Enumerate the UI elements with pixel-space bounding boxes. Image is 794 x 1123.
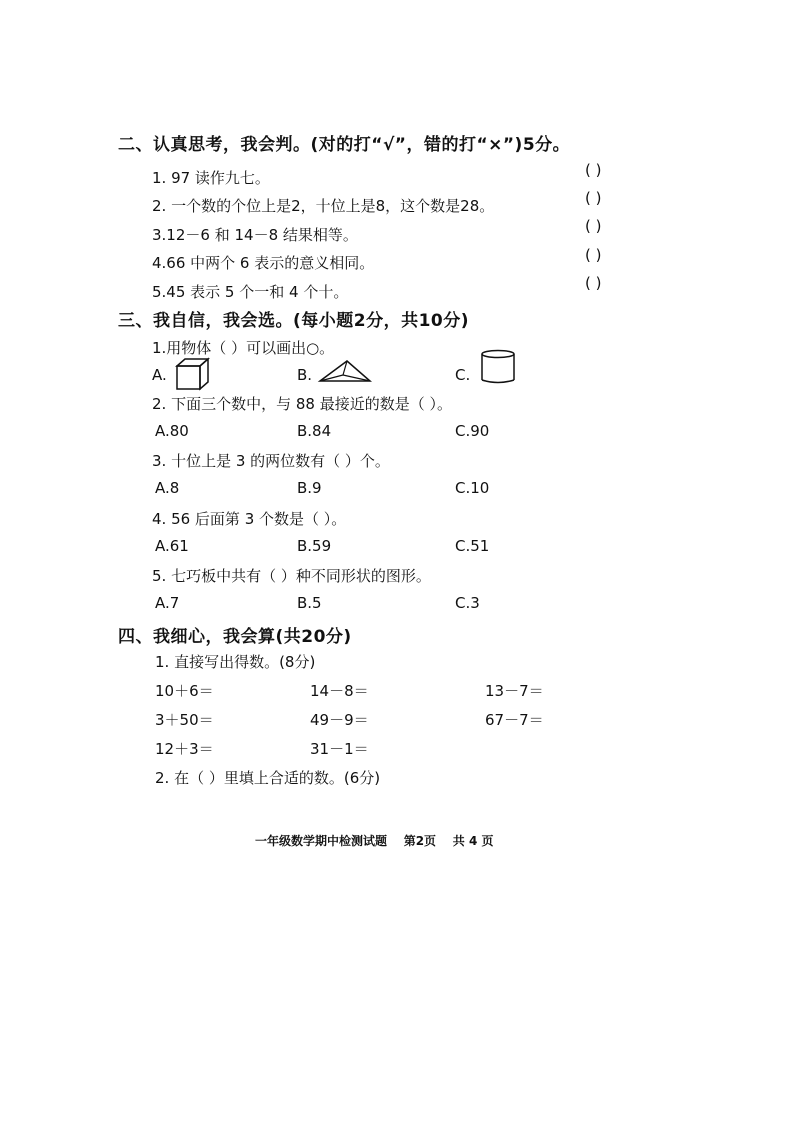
section4-sub2: 2. 在（ ）里填上合适的数。(6分) (155, 769, 381, 787)
choice-4-option-c[interactable]: C.51 (455, 537, 490, 555)
calc-item[interactable]: 10＋6＝ (155, 682, 214, 700)
choice-5-option-b[interactable]: B.5 (297, 594, 322, 612)
judge-blank-4[interactable]: ( ) (585, 246, 602, 264)
judge-blank-5[interactable]: ( ) (585, 274, 602, 292)
judge-blank-1[interactable]: ( ) (585, 161, 602, 179)
calc-item[interactable]: 3＋50＝ (155, 711, 214, 729)
choice-question-3: 3. 十位上是 3 的两位数有（ ）个。 (152, 452, 390, 470)
choice-2-option-a[interactable]: A.80 (155, 422, 189, 440)
section4-sub1: 1. 直接写出得数。(8分) (155, 653, 316, 671)
choice-1-option-b[interactable]: B. (297, 366, 313, 384)
judge-item-1: 1. 97 读作九七。 (152, 169, 270, 187)
choice-3-option-a[interactable]: A.8 (155, 479, 180, 497)
calc-item[interactable]: 14－8＝ (310, 682, 369, 700)
choice-question-1: 1.用物体（ ）可以画出○。 (152, 339, 335, 357)
choice-4-option-a[interactable]: A.61 (155, 537, 189, 555)
judge-item-5: 5.45 表示 5 个一和 4 个十。 (152, 283, 349, 301)
calc-item[interactable]: 31－1＝ (310, 740, 369, 758)
section3-heading: 三、我自信，我会选。(每小题2分，共10分) (118, 311, 470, 331)
calc-item[interactable]: 12＋3＝ (155, 740, 214, 758)
choice-5-option-c[interactable]: C.3 (455, 594, 480, 612)
section2-heading: 二、认真思考，我会判。(对的打“√”，错的打“×”)5分。 (118, 135, 571, 155)
choice-5-option-a[interactable]: A.7 (155, 594, 180, 612)
calc-item[interactable]: 49－9＝ (310, 711, 369, 729)
calc-item[interactable]: 67－7＝ (485, 711, 544, 729)
choice-1-option-c[interactable]: C. (455, 366, 471, 384)
cylinder-icon (478, 348, 518, 386)
judge-item-2: 2. 一个数的个位上是2，十位上是8，这个数是28。 (152, 197, 495, 215)
judge-item-3: 3.12－6 和 14－8 结果相等。 (152, 226, 358, 244)
judge-blank-2[interactable]: ( ) (585, 189, 602, 207)
choice-4-option-b[interactable]: B.59 (297, 537, 332, 555)
page-footer: 一年级数学期中检测试题 第2页 共 4 页 (255, 834, 494, 848)
cube-icon (175, 357, 211, 391)
choice-question-5: 5. 七巧板中共有（ ）种不同形状的图形。 (152, 567, 431, 585)
choice-1-option-a[interactable]: A. (152, 366, 167, 384)
judge-item-4: 4.66 中两个 6 表示的意义相同。 (152, 254, 375, 272)
choice-question-4: 4. 56 后面第 3 个数是（ ）。 (152, 510, 347, 528)
judge-blank-3[interactable]: ( ) (585, 217, 602, 235)
calc-item[interactable]: 13－7＝ (485, 682, 544, 700)
section4-heading: 四、我细心，我会算(共20分) (118, 627, 352, 647)
choice-question-2: 2. 下面三个数中，与 88 最接近的数是（ ）。 (152, 395, 452, 413)
triangle-prism-icon (317, 358, 373, 384)
choice-3-option-c[interactable]: C.10 (455, 479, 490, 497)
choice-2-option-b[interactable]: B.84 (297, 422, 332, 440)
choice-3-option-b[interactable]: B.9 (297, 479, 322, 497)
choice-2-option-c[interactable]: C.90 (455, 422, 490, 440)
